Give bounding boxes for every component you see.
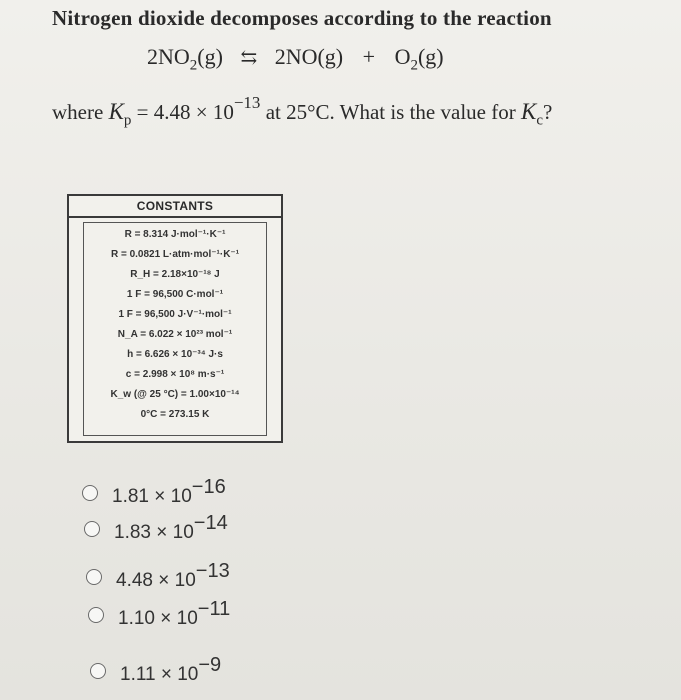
reactant: $2NO_2(g)$ (147, 44, 223, 74)
constant-row: 1 F = 96,500 C·mol⁻¹ (126, 289, 224, 300)
reaction-equation (147, 44, 444, 74)
constants-box (67, 194, 283, 443)
product-o2: $O_2(g)$ (394, 44, 444, 74)
option-value: $1.83 \times 10^{-14}$ (114, 512, 228, 544)
answer-option-5[interactable] (90, 656, 221, 686)
constant-row: c = 2.998 × 10⁸ m·s⁻¹ (125, 369, 225, 380)
radio-button-icon[interactable] (88, 607, 104, 623)
constant-row: h = 6.626 × 10⁻³⁴ J·s (127, 349, 223, 360)
question-text (52, 6, 672, 129)
product-no: 2NO(g) (274, 44, 344, 69)
constant-row: R_H = 2.18×10⁻¹⁸ J (130, 269, 220, 280)
option-value: $1.81 \times 10^{-16}$ (112, 476, 226, 508)
equilibrium-arrow-icon: ⇆ (240, 47, 258, 69)
constant-row: K_w (@ 25 °C) = 1.00×10⁻¹⁴ (110, 389, 240, 400)
constant-row: R = 8.314 J·mol⁻¹·K⁻¹ (124, 229, 226, 240)
answer-option-4[interactable] (88, 600, 230, 630)
answer-option-1[interactable] (82, 478, 226, 508)
constant-row: 1 F = 96,500 J·V⁻¹·mol⁻¹ (118, 309, 232, 320)
constants-title: CONSTANTS (69, 196, 281, 218)
answer-option-3[interactable] (86, 562, 230, 592)
plus-sign: + (362, 44, 376, 69)
kc-symbol: $K_c$ (520, 99, 543, 129)
answer-option-2[interactable] (84, 514, 228, 544)
constant-row: R = 0.0821 L·atm·mol⁻¹·K⁻¹ (110, 249, 240, 260)
radio-button-icon[interactable] (90, 663, 106, 679)
constants-list (83, 222, 267, 436)
constant-row: N_A = 6.022 × 10²³ mol⁻¹ (117, 329, 233, 340)
radio-button-icon[interactable] (82, 485, 98, 501)
constant-row: 0°C = 273.15 K (140, 409, 210, 420)
option-value: $1.10 \times 10^{-11}$ (118, 598, 231, 630)
radio-button-icon[interactable] (86, 569, 102, 585)
radio-button-icon[interactable] (84, 521, 100, 537)
kp-symbol: $K_p$ (108, 99, 132, 129)
option-value: $4.48 \times 10^{-13}$ (116, 560, 230, 592)
question-line-1: Nitrogen dioxide decomposes according to the reaction (52, 6, 552, 30)
question-line-3: where $K_p = 4.48 \times 10^{-13}$ at 25°C. What is the value for $K_c$? (52, 93, 553, 129)
option-value: $1.11 \times 10^{-9}$ (120, 654, 222, 686)
kp-value: = $4.48 \times 10^{-13}$ (136, 93, 261, 124)
